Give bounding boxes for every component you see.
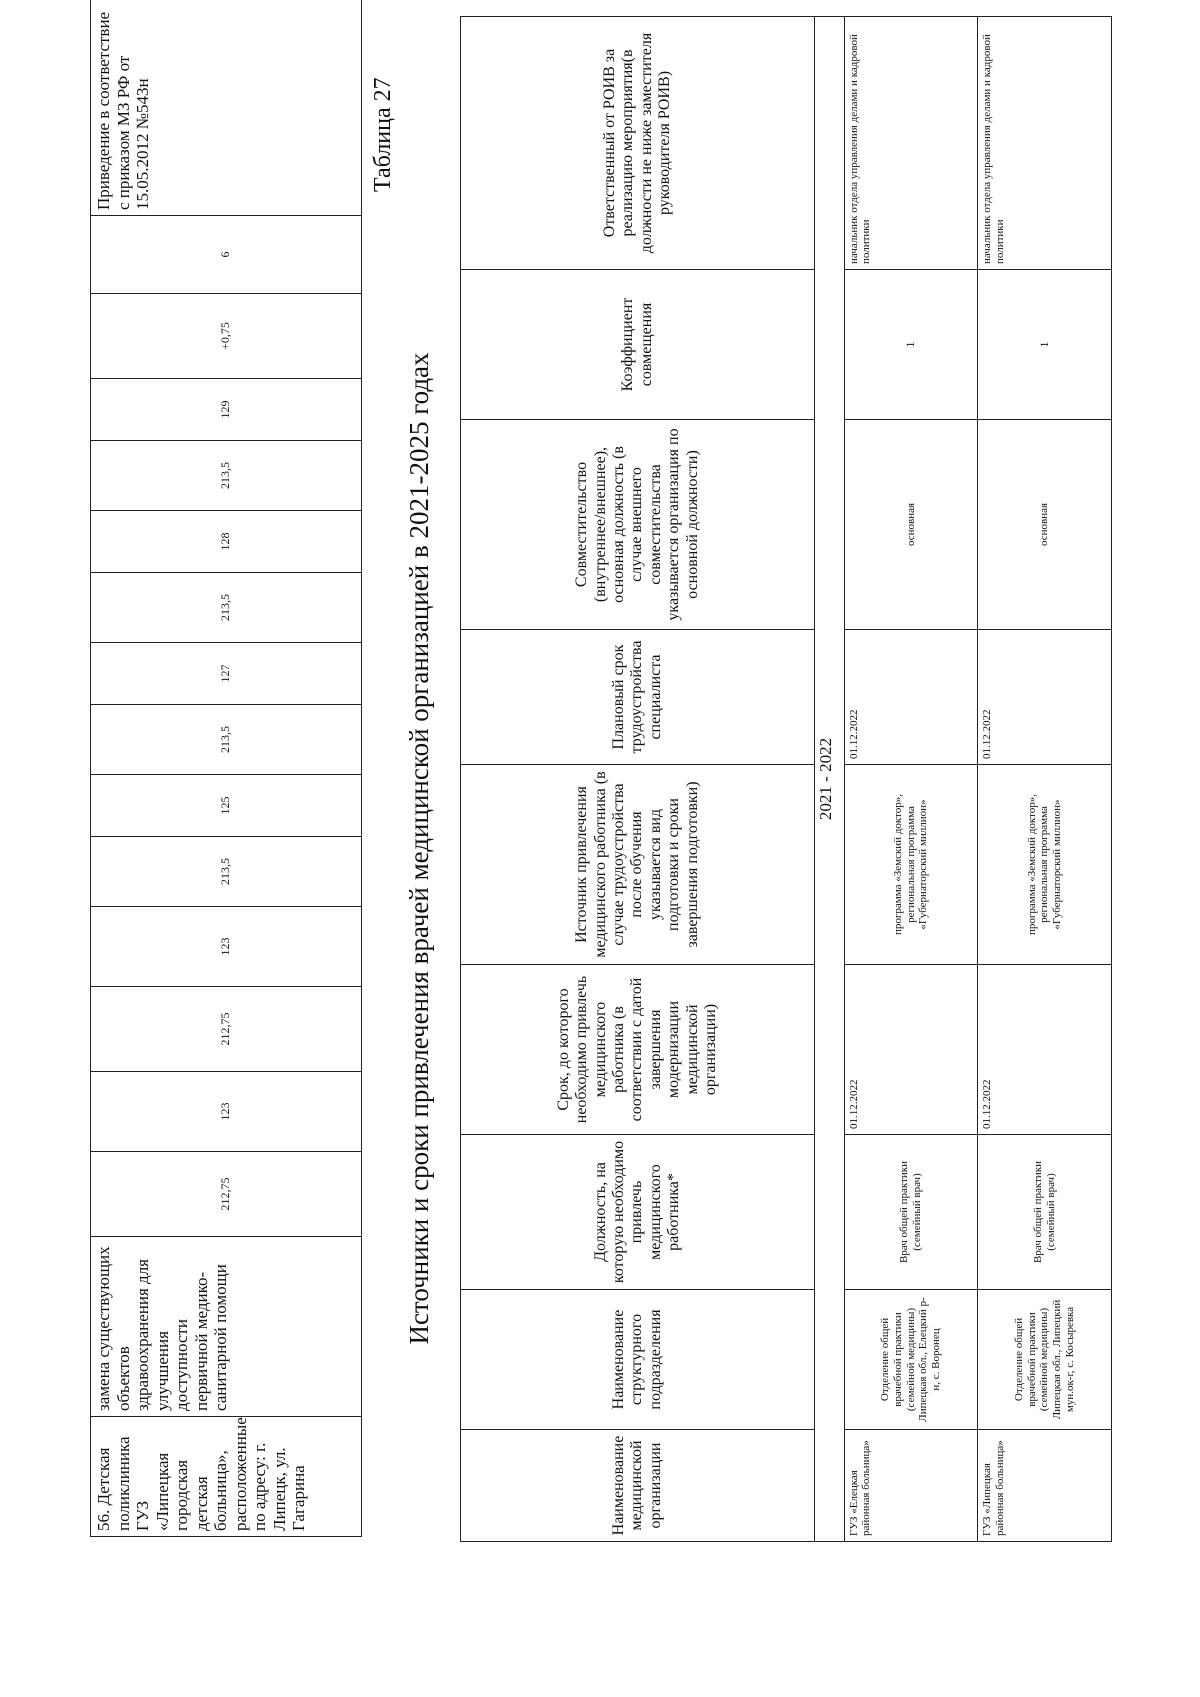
value-cell: 123: [91, 1072, 362, 1152]
unit-cell: Отделение общей врачебной практики (семейной медицины) Липецкая обл., Елецкий р-н, с. Воронец: [844, 1290, 978, 1430]
coef-cell: 1: [844, 270, 978, 420]
org-cell: ГУЗ «Липецкая районная больница»: [978, 1430, 1112, 1542]
table-row: [978, 17, 1112, 1542]
position-cell: Врач общей практики (семейный врач): [844, 1135, 978, 1290]
value-cell: 213,5: [91, 705, 362, 775]
value-cell: 213,5: [91, 441, 362, 511]
deadline-cell: 01.12.2022: [844, 965, 978, 1135]
period-row: [815, 17, 844, 1542]
value-cell: 127: [91, 643, 362, 705]
org-cell: ГУЗ «Елецкая районная больница»: [844, 1430, 978, 1542]
header-cell: Коэффициент совмещения: [461, 270, 815, 420]
value-cell: 213,5: [91, 573, 362, 643]
period-label: 2021 - 2022: [815, 17, 844, 1542]
combo-cell: основная: [844, 420, 978, 630]
header-cell: Должность, на которую необходимо привлечь медицинского работника*: [461, 1135, 815, 1290]
measure-cell: замена существующих объектов здравоохранения для улучшения доступности первичной медико-санитарной помощи: [91, 1237, 362, 1417]
value-cell: 213,5: [91, 837, 362, 907]
position-cell: Врач общей практики (семейный врач): [978, 1135, 1112, 1290]
value-cell: 212,75: [91, 1152, 362, 1237]
continuation-table: [90, 0, 362, 1537]
header-cell: Совместительство (внутреннее/внешнее), основная должность (в случае внешнего совместительства указывается организация по основной должности): [461, 420, 815, 630]
main-table: [460, 16, 1112, 1542]
value-cell: 125: [91, 775, 362, 837]
value-cell: 129: [91, 379, 362, 441]
combo-cell: основная: [978, 420, 1112, 630]
continuation-row: [91, 0, 362, 1537]
responsible-cell: начальник отдела управления делами и кадровой политики: [978, 17, 1112, 270]
value-cell: 6: [91, 216, 362, 294]
value-cell: 123: [91, 907, 362, 987]
source-cell: программа «Земский доктор», региональная программа «Губернаторский миллион»: [844, 765, 978, 965]
responsible-cell: начальник отдела управления делами и кадровой политики: [844, 17, 978, 270]
source-cell: программа «Земский доктор», региональная программа «Губернаторский миллион»: [978, 765, 1112, 965]
header-cell: Наименование медицинской организации: [461, 1430, 815, 1542]
planned-cell: 01.12.2022: [844, 630, 978, 765]
unit-cell: Отделение общей врачебной практики (семейной медицины) Липецкая обл., Липецкий мун.ок-г, с. Косыревка: [978, 1290, 1112, 1430]
deadline-cell: 01.12.2022: [978, 965, 1112, 1135]
header-cell: Источник привлечения медицинского работника (в случае трудоустройства после обучения указывается вид подготовки и сроки завершения подготовки): [461, 765, 815, 965]
table-row: [844, 17, 978, 1542]
header-row: [461, 17, 815, 1542]
header-cell: Наименование структурного подразделения: [461, 1290, 815, 1430]
header-cell: Плановый срок трудоустройства специалиста: [461, 630, 815, 765]
note-cell: Приведение в соответствие с приказом МЗ РФ от 15.05.2012 №543н: [91, 0, 362, 216]
table-number: Таблица 27: [370, 77, 396, 192]
value-cell: 212,75: [91, 987, 362, 1072]
header-cell: Срок, до которого необходимо привлечь медицинского работника (в соответствии с датой завершения модернизации медицинской организации): [461, 965, 815, 1135]
org-cell: 56. Детская поликлиника ГУЗ «Липецкая городская детская больница», расположенные по адресу: г. Липецк, ул. Гагарина: [91, 1417, 362, 1537]
coef-cell: 1: [978, 270, 1112, 420]
value-cell: 128: [91, 511, 362, 573]
value-cell: +0,75: [91, 294, 362, 379]
header-cell: Ответственный от РОИВ за реализацию мероприятия(в должности не ниже заместителя руководителя РОИВ): [461, 17, 815, 270]
page-title: Источники и сроки привлечения врачей медицинской организацией в 2021-2025 годах: [404, 352, 434, 1345]
planned-cell: 01.12.2022: [978, 630, 1112, 765]
